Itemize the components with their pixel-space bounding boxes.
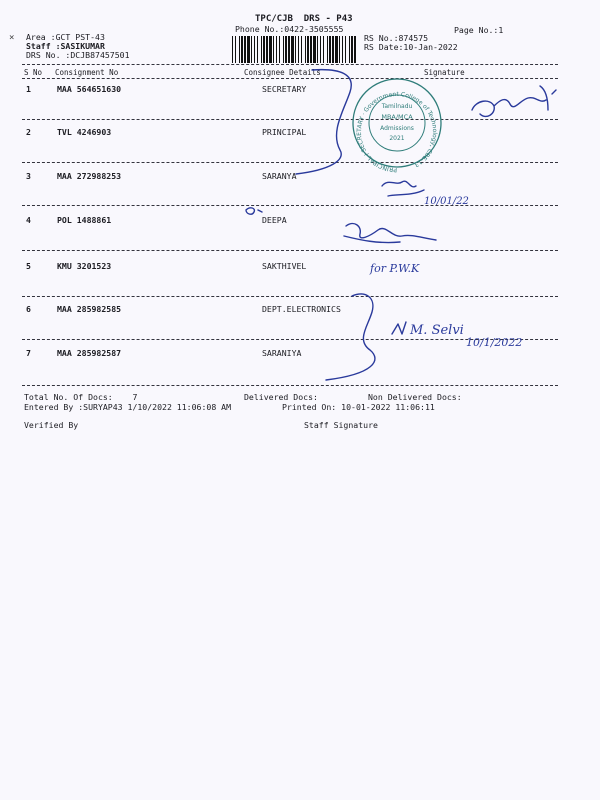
row-1-consignee: SECRETARY: [262, 84, 307, 94]
barcode-bar: [291, 36, 294, 63]
staff-label: Staff :SASIKUMAR: [26, 41, 105, 51]
signature-row-3: [382, 181, 424, 196]
barcode-bar: [351, 36, 353, 63]
delivered-docs: Delivered Docs:: [244, 392, 318, 402]
barcode-bar: [320, 36, 321, 63]
barcode-bar: [254, 36, 255, 63]
handwritten-date-row-3: 10/01/22: [424, 196, 469, 207]
row-3-sno: 3: [26, 171, 31, 181]
signature-row-4: [344, 224, 436, 243]
stamp-line-4: 2021: [389, 135, 405, 142]
row-4-rule: [22, 250, 558, 251]
row-1-rule: [22, 119, 558, 120]
barcode-bar: [339, 36, 340, 63]
barcode-bar: [345, 36, 346, 63]
row-5-rule: [22, 296, 558, 297]
barcode-bar: [279, 36, 280, 63]
row-4-sno: 4: [26, 215, 31, 225]
barcode-bar: [239, 36, 240, 63]
barcode-bar: [244, 36, 246, 63]
barcode-bar: [295, 36, 296, 63]
barcode-bar: [307, 36, 309, 63]
barcode-bar: [310, 36, 312, 63]
dot-mark-row-4: [246, 208, 262, 214]
total-docs: Total No. Of Docs: 7: [24, 392, 138, 402]
barcode-bar: [313, 36, 316, 63]
barcode-bar: [269, 36, 272, 63]
stamp-ring-text: PRINCIPAL / SECRETARY · Government College of Technology, CBE-13: [355, 90, 439, 174]
barcode-bar: [232, 36, 233, 63]
rs-number: RS No.:874575: [364, 33, 429, 43]
row-5-consignee: SAKTHIVEL: [262, 261, 307, 271]
staff-signature-label: Staff Signature: [304, 420, 378, 430]
phone-number: Phone No.:0422-3505555: [235, 24, 344, 34]
row-3-consignee: SARANYA: [262, 171, 297, 181]
barcode-bar: [349, 36, 350, 63]
page-number: Page No.:1: [454, 25, 504, 35]
document-title: TPC/CJB DRS - P43: [255, 14, 353, 24]
barcode-bar: [247, 36, 250, 63]
column-header-signature: Signature: [424, 68, 465, 77]
barcode-bar: [273, 36, 274, 63]
corner-tick-mark: ×: [9, 33, 15, 43]
barcode-bar: [317, 36, 318, 63]
barcode-bar: [261, 36, 262, 63]
header-bottom-rule: [22, 78, 558, 79]
handwritten-name-row-6: M. Selvi: [410, 323, 464, 338]
barcode-bar: [285, 36, 287, 63]
drs-number: DRS No. :DCJB87457501: [26, 50, 130, 60]
handwritten-date-row-6: 10/1/2022: [466, 336, 523, 349]
barcode-bar: [257, 36, 258, 63]
barcode: [232, 36, 358, 63]
barcode-bar: [283, 36, 284, 63]
header-top-rule: [22, 64, 558, 65]
entered-by: Entered By :SURYAP43 1/10/2022 11:06:08 AM: [24, 402, 232, 412]
stamp-line-1: Tamilnadu: [381, 103, 413, 110]
row-2-consignee: PRINCIPAL: [262, 127, 307, 137]
handwritten-note-row-5: for P.W.K: [370, 262, 420, 275]
table-bottom-rule: [22, 385, 558, 386]
row-7-consignment-no: MAA 285982587: [57, 348, 122, 358]
barcode-bar: [332, 36, 334, 63]
row-5-sno: 5: [26, 261, 31, 271]
barcode-bar: [276, 36, 277, 63]
row-7-sno: 7: [26, 348, 31, 358]
non-delivered-docs: Non Delivered Docs:: [368, 392, 462, 402]
row-6-consignment-no: MAA 285982585: [57, 304, 122, 314]
row-1-sno: 1: [26, 84, 31, 94]
row-4-consignment-no: POL 1488861: [57, 215, 112, 225]
column-header-sno: S No: [24, 68, 43, 77]
row-6-rule: [22, 339, 558, 340]
row-3-consignment-no: MAA 272988253: [57, 171, 122, 181]
barcode-bar: [354, 36, 356, 63]
barcode-bar: [266, 36, 268, 63]
signature-row-6-initial: [392, 322, 406, 334]
barcode-bar: [251, 36, 252, 63]
barcode-bar: [323, 36, 324, 63]
barcode-bar: [305, 36, 306, 63]
principal-stamp: [353, 79, 441, 173]
printed-on: Printed On: 10-01-2022 11:06:11: [282, 402, 435, 412]
row-4-consignee: DEEPA: [262, 215, 287, 225]
row-6-sno: 6: [26, 304, 31, 314]
row-2-sno: 2: [26, 127, 31, 137]
rs-date: RS Date:10-Jan-2022: [364, 42, 458, 52]
signature-row-1: [472, 86, 556, 116]
barcode-bar: [329, 36, 331, 63]
row-6-consignee: DEPT.ELECTRONICS: [262, 304, 341, 314]
barcode-bar: [301, 36, 302, 63]
row-3-rule: [22, 205, 558, 206]
row-5-consignment-no: KMU 3201523: [57, 261, 112, 271]
stamp-line-2: MBA/MCA: [381, 113, 413, 121]
barcode-bar: [263, 36, 265, 63]
area-label: Area :GCT PST-43: [26, 32, 105, 42]
column-header-consignee: Consignee Details: [244, 68, 321, 77]
row-7-consignee: SARANIYA: [262, 348, 302, 358]
verified-by-label: Verified By: [24, 420, 79, 430]
stamp-line-3: Admissions: [380, 125, 414, 132]
barcode-bar: [235, 36, 236, 63]
barcode-bar: [288, 36, 290, 63]
row-1-consignment-no: MAA 564651630: [57, 84, 122, 94]
row-2-consignment-no: TVL 4246903: [57, 127, 112, 137]
barcode-bar: [298, 36, 299, 63]
row-2-rule: [22, 162, 558, 163]
barcode-bar: [335, 36, 338, 63]
barcode-bar: [327, 36, 328, 63]
barcode-bar: [241, 36, 243, 63]
barcode-bar: [342, 36, 343, 63]
svg-text:PRINCIPAL / SECRETARY · Govern: [356, 91, 438, 173]
column-header-consignment: Consignment No: [55, 68, 119, 77]
